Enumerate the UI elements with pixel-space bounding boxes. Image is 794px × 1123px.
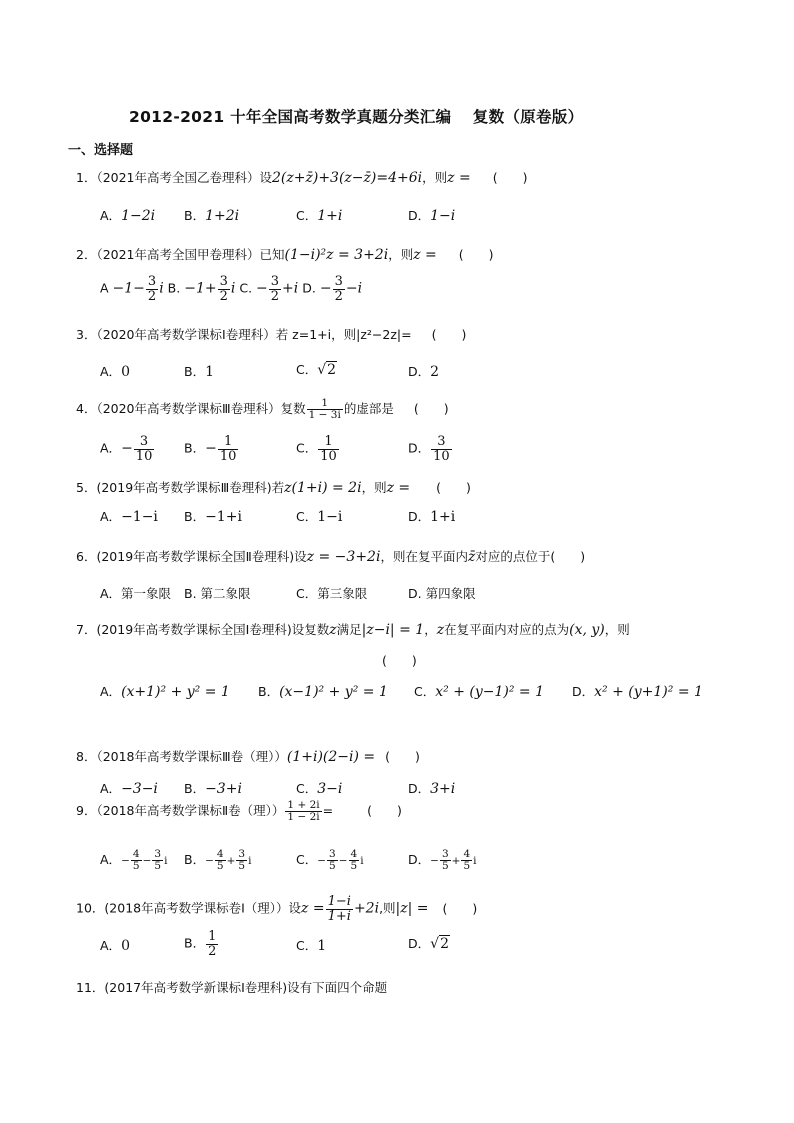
option-c: C. [239, 280, 253, 296]
answer-parens: ( ) [431, 327, 467, 342]
answer-parens: ( ) [413, 401, 449, 417]
question-6: 6．(2019年高考数学课标全国Ⅱ卷理科)设z = −3+2i，则在复平面内z̄对应的点位于( ) [76, 549, 586, 565]
option-d: D．− $\frac{3}{5}$ + $\frac{4}{5}$ i [408, 848, 477, 873]
section-heading: 一、选择题 [68, 143, 134, 158]
question-1 [76, 168, 527, 186]
math-expression: z = [447, 170, 471, 186]
question-number: 1． [76, 170, 97, 185]
option-d: D. [302, 280, 316, 296]
option-c: C．1+i [296, 208, 343, 224]
option-c: C． $\frac{1}{10}$ [296, 434, 337, 464]
option-b: B．−3+i [184, 781, 242, 797]
question-source: （2020年高考数学课标Ⅰ卷理科）若 z=1+i，则|z²−2z|= [96, 327, 412, 342]
option-b: B．− $\frac{1}{10}$ [184, 434, 237, 464]
option-a: A．0 [100, 364, 130, 380]
option-d: D．x² + (y+1)² = 1 [572, 684, 703, 700]
option-a: A．(x+1)² + y² = 1 [100, 684, 230, 700]
page-title: 2012-2021 十年全国高考数学真题分类汇编 复数（原卷版） [129, 108, 584, 126]
option-d: D．1−i [408, 208, 456, 224]
option-c: C．1 [296, 938, 327, 954]
question-source: （2018年高考数学课标Ⅱ卷（理）） [96, 803, 285, 819]
option-b: B．(x−1)² + y² = 1 [258, 684, 388, 700]
question-11: 11．(2017年高考数学新课标Ⅰ卷理科)设有下面四个命题 [76, 980, 388, 995]
question-3: 3．（2020年高考数学课标Ⅰ卷理科）若 z=1+i，则|z²−2z|= ( ) [76, 327, 467, 342]
answer-parens: ( ) [436, 480, 471, 495]
answer-parens: ( ) [385, 749, 420, 764]
option-c: C．第三象限 [296, 586, 368, 601]
option-b: B. 第二象限 [184, 586, 251, 601]
option-row: A −1− $\frac{3}{2}$ i B. −1+ $\frac{3}{2}$ i C. − $\frac{3}{2}$ +i D. − $\frac{3}{2}$ −i [100, 274, 363, 304]
question-source: (2019年高考数学课标全国Ⅰ卷理科)设复数 [96, 622, 330, 637]
question-2: 2．（2021年高考全国甲卷理科）已知(1−i)²z = 3+2i，则z = ( ) [76, 247, 494, 263]
question-source: (2018年高考数学课标卷Ⅰ（理））设 [104, 900, 302, 916]
answer-parens: ( ) [367, 803, 402, 819]
option-a: A．− $\frac{4}{5}$ − $\frac{3}{5}$ i [100, 848, 168, 873]
option-a: A．第一象限 [100, 586, 172, 601]
option-b: B．1 [184, 364, 214, 380]
option-a: A．1−2i [100, 208, 156, 224]
option-b: B．1+2i [184, 208, 240, 224]
option-c: C．x² + (y−1)² = 1 [414, 684, 544, 700]
question-9: 9．（2018年高考数学课标Ⅱ卷（理）） $\frac{1 + 2i}{1 - 2i}$ = ( ) [76, 799, 402, 824]
option-a: A．− $\frac{3}{10}$ [100, 434, 153, 464]
math-expression: (1−i)²z = 3+2i [284, 247, 389, 263]
question-5: 5．(2019年高考数学课标Ⅲ卷理科)若z(1+i) = 2i，则z = ( ) [76, 480, 471, 496]
option-d: D． $\frac{3}{10}$ [408, 434, 450, 464]
question-source: (2019年高考数学课标Ⅲ卷理科)若 [96, 480, 285, 495]
question-7: 7．(2019年高考数学课标全国Ⅰ卷理科)设复数z满足|z−i| = 1，z在复平面内对应的点为(x, y)，则 [76, 622, 630, 638]
answer-parens: ( ) [492, 170, 528, 185]
option-d: D. 第四象限 [408, 586, 476, 601]
option-d: D．1+i [408, 509, 456, 525]
option-a: A．−3−i [100, 781, 158, 797]
question-source: （2021年高考全国乙卷理科）设 [96, 170, 273, 185]
answer-parens: ( ) [458, 247, 494, 262]
question-source: （2018年高考数学课标Ⅲ卷（理）） [96, 749, 287, 764]
question-8: 8．（2018年高考数学课标Ⅲ卷（理））(1+i)(2−i) = ( ) [76, 749, 420, 765]
option-c: C．√2 [296, 362, 337, 378]
question-4: 4．（2020年高考数学课标Ⅲ卷理科）复数 $\frac{1}{1 - 3i}$ 的虚部是 ( ) [76, 397, 449, 422]
question-source: (2019年高考数学课标全国Ⅱ卷理科)设 [96, 549, 307, 564]
option-b: B．− $\frac{4}{5}$ + $\frac{3}{5}$ i [184, 848, 252, 873]
option-d: D．√2 [408, 936, 449, 952]
option-d: D．2 [408, 364, 440, 380]
answer-parens: ( ) [442, 900, 478, 916]
answer-parens: ( ) [382, 653, 417, 668]
option-a: A．0 [100, 938, 130, 954]
option-c: C．1−i [296, 509, 343, 525]
option-b: B. [167, 280, 181, 296]
option-c: C．− $\frac{3}{5}$ − $\frac{4}{5}$ i [296, 848, 364, 873]
option-a: A．−1−i [100, 509, 158, 525]
question-source: (2017年高考数学新课标Ⅰ卷理科)设有下面四个命题 [104, 980, 388, 995]
question-source: （2021年高考全国甲卷理科）已知 [96, 247, 285, 262]
math-expression: 2(z+z̄)+3(z−z̄)=4+6i [272, 170, 423, 186]
option-b: B．−1+i [184, 509, 242, 525]
question-10: 10．(2018年高考数学课标卷Ⅰ（理））设z = $\frac{1-i}{1+i}$ +2i,则|z| = ( ) [76, 894, 478, 924]
option-d: D．3+i [408, 781, 456, 797]
option-a: A [100, 280, 109, 296]
question-text: ，则 [422, 170, 448, 185]
option-b: B． $\frac{1}{2}$ [184, 929, 217, 959]
option-c: C．3−i [296, 781, 343, 797]
question-source: （2020年高考数学课标Ⅲ卷理科）复数 [96, 401, 306, 417]
